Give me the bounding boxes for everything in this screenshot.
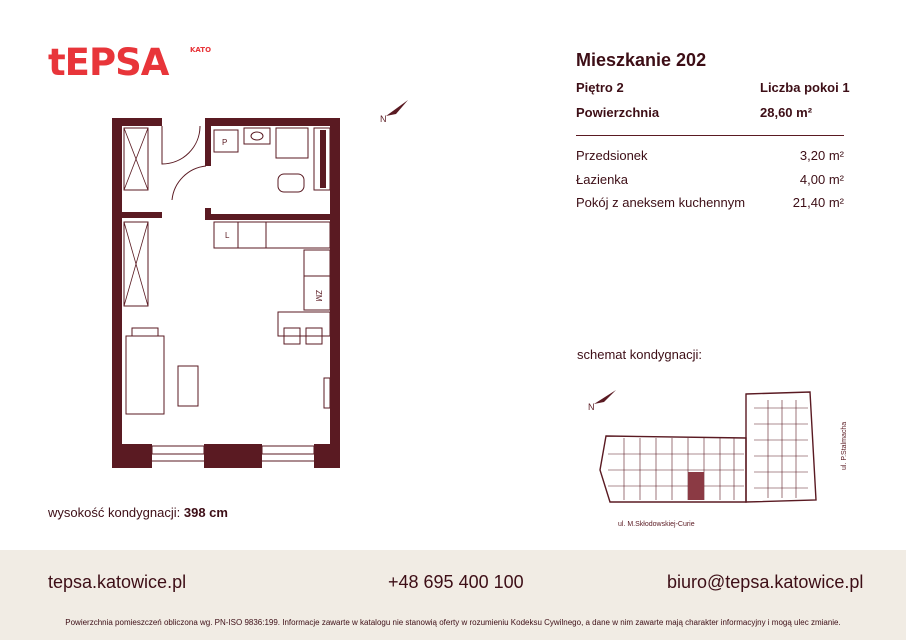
- area-value: 28,60 m²: [760, 105, 813, 120]
- building-schema: [596, 390, 862, 530]
- wall-left: [112, 118, 122, 468]
- floor-height: [48, 505, 228, 520]
- brand-logo: [48, 41, 212, 84]
- room-name: Pokój z aneksem kuchennym: [576, 195, 746, 210]
- rooms-count: Liczba pokoi 1: [760, 80, 850, 95]
- website-link[interactable]: tepsa.katowice.pl: [48, 572, 187, 592]
- wall-right: [330, 118, 340, 468]
- svg-text:N: N: [588, 402, 595, 412]
- street-right-label: ul. P.Stalmacha: [841, 421, 848, 470]
- floor-height-label: wysokość kondygnacji:: [48, 505, 181, 520]
- room-area: 4,00 m²: [799, 172, 844, 187]
- north-arrow-icon: [378, 96, 412, 124]
- highlighted-apartment: [688, 472, 704, 500]
- brand-sub: KATO: [190, 46, 212, 54]
- floor-height-value: 398 cm: [183, 505, 228, 520]
- room-name: Przedsionek: [576, 148, 648, 163]
- phone-link[interactable]: +48 695 400 100: [388, 572, 524, 592]
- plan-label-p: P: [222, 138, 228, 147]
- svg-text:N: N: [380, 114, 387, 124]
- room-name: Łazienka: [576, 172, 629, 187]
- plan-label-l: L: [225, 231, 230, 240]
- street-bottom-label: ul. M.Skłodowskiej-Curie: [618, 521, 695, 528]
- plan-label-zm: ZM: [314, 290, 323, 302]
- room-area: 3,20 m²: [799, 148, 844, 163]
- brand-name: tEPSA: [48, 41, 169, 84]
- floor-plan: [110, 116, 342, 472]
- schema-label: schemat kondygnacji:: [577, 347, 703, 362]
- floor-label: Piętro 2: [576, 80, 624, 95]
- disclaimer: Powierzchnia pomieszczeń obliczona wg. PN-ISO 9836:199. Informacje zawarte w katalogu nie stanowią oferty w rozumieniu Kodeksu Cywilnego, a dane w nim zawarte mają charakter informacyjny i mogą ulec zmianie.: [65, 618, 841, 627]
- apartment-title: Mieszkanie 202: [576, 50, 707, 70]
- area-label: Powierzchnia: [576, 105, 660, 120]
- divider: [576, 135, 844, 136]
- email-link[interactable]: biuro@tepsa.katowice.pl: [667, 572, 864, 592]
- room-area: 21,40 m²: [792, 195, 844, 210]
